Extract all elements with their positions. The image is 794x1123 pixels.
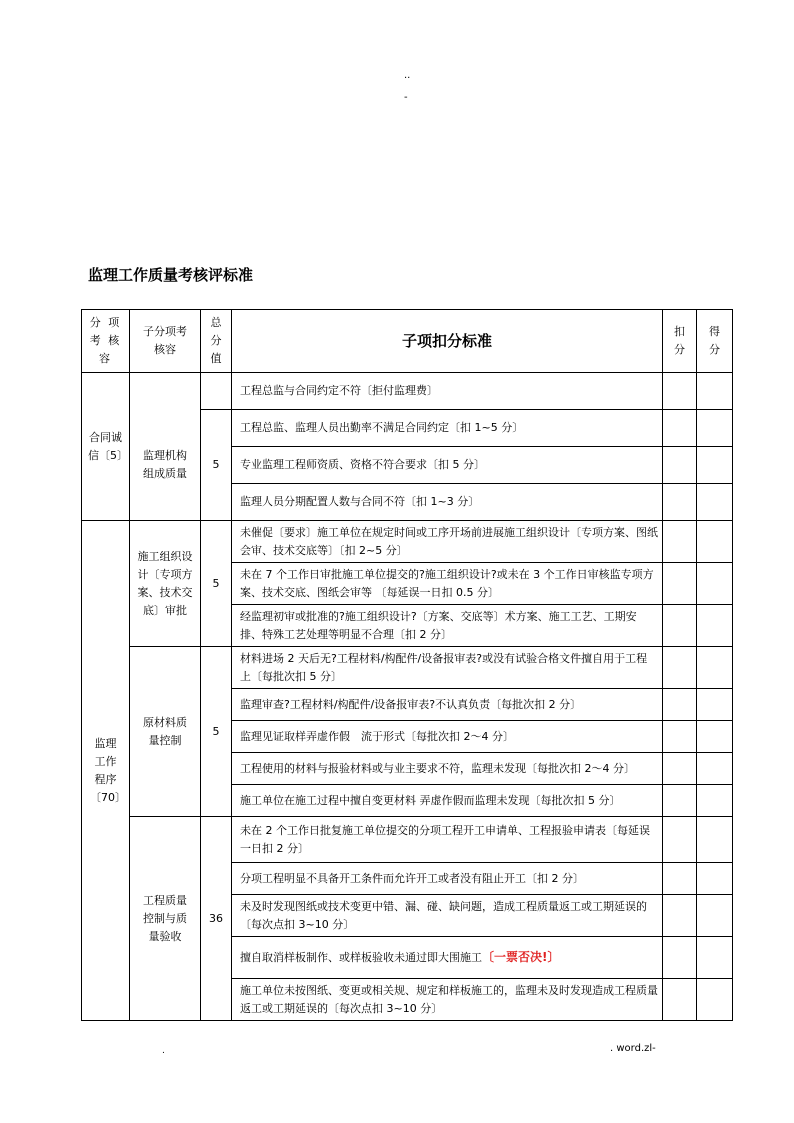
standard-item: 工程总监、监理人员出勤率不满足合同约定〔扣 1~5 分〕 bbox=[232, 410, 663, 447]
total-empty bbox=[201, 373, 232, 410]
category-contract: 合同诚信〔5〕 bbox=[82, 373, 130, 521]
deduct-cell[interactable] bbox=[663, 937, 697, 979]
header-total: 总分值 bbox=[201, 310, 232, 373]
standard-item: 施工单位在施工过程中擅自变更材料 弄虚作假而监理未发现〔每批次扣 5 分〕 bbox=[232, 785, 663, 817]
score-cell[interactable] bbox=[697, 447, 733, 484]
score-cell[interactable] bbox=[697, 817, 733, 863]
deduct-cell[interactable] bbox=[663, 447, 697, 484]
deduct-cell[interactable] bbox=[663, 817, 697, 863]
standard-item: 分项工程明显不具备开工条件而允许开工或者没有阻止开工〔扣 2 分〕 bbox=[232, 863, 663, 895]
score-cell[interactable] bbox=[697, 863, 733, 895]
standard-item: 专业监理工程师资质、资格不符合要求〔扣 5 分〕 bbox=[232, 447, 663, 484]
score-cell[interactable] bbox=[697, 689, 733, 721]
deduct-cell[interactable] bbox=[663, 484, 697, 521]
deduct-cell[interactable] bbox=[663, 753, 697, 785]
document-title: 监理工作质量考核评标准 bbox=[88, 266, 254, 284]
standard-item: 未及时发现图纸或技术变更中错、漏、碰、缺问题，造成工程质量返工或工期延误的〔每次点扣 3~10 分〕 bbox=[232, 895, 663, 937]
standard-item: 工程总监与合同约定不符〔拒付监理费〕 bbox=[232, 373, 663, 410]
score-cell[interactable] bbox=[697, 753, 733, 785]
table-header-row bbox=[82, 310, 733, 373]
footer-left: . bbox=[162, 1046, 165, 1056]
total-org-design: 5 bbox=[201, 521, 232, 647]
deduct-cell[interactable] bbox=[663, 373, 697, 410]
deduct-cell[interactable] bbox=[663, 521, 697, 563]
total-org-quality: 5 bbox=[201, 410, 232, 521]
deduct-cell[interactable] bbox=[663, 410, 697, 447]
veto-label: 〔一票否决!〕 bbox=[482, 950, 560, 964]
score-cell[interactable] bbox=[697, 785, 733, 817]
header-sub: 子分项考核容 bbox=[130, 310, 201, 373]
standard-item: 未在 7 个工作日审批施工单位提交的?施工组织设计?或未在 3 个工作日审核监专项方案、技术交底、图纸会审等 〔每延误一日扣 0.5 分〕 bbox=[232, 563, 663, 605]
deduct-cell[interactable] bbox=[663, 785, 697, 817]
veto-item-text: 擅自取消样板制作、或样板验收未通过即大围施工 bbox=[240, 951, 482, 964]
standard-item: 监理人员分期配置人数与合同不符〔扣 1~3 分〕 bbox=[232, 484, 663, 521]
deduct-cell[interactable] bbox=[663, 647, 697, 689]
score-cell[interactable] bbox=[697, 484, 733, 521]
sub-org-quality: 监理机构组成质量 bbox=[130, 410, 201, 521]
sub-quality-control: 工程质量控制与质量验收 bbox=[130, 817, 201, 1021]
score-cell[interactable] bbox=[697, 605, 733, 647]
deduct-cell[interactable] bbox=[663, 863, 697, 895]
table-row bbox=[82, 521, 733, 563]
deduct-cell[interactable] bbox=[663, 979, 697, 1021]
total-quality-control: 36 bbox=[201, 817, 232, 1021]
sub-material: 原材料质量控制 bbox=[130, 647, 201, 817]
deduct-cell[interactable] bbox=[663, 689, 697, 721]
assessment-table bbox=[81, 309, 733, 1021]
header-dots: .. bbox=[404, 70, 411, 81]
total-material: 5 bbox=[201, 647, 232, 817]
standard-item: 施工单位未按图纸、变更或相关规、规定和样板施工的，监理未及时发现造成工程质量返工或工期延误的〔每次点扣 3~10 分〕 bbox=[232, 979, 663, 1021]
table-row bbox=[82, 410, 733, 447]
deduct-cell[interactable] bbox=[663, 895, 697, 937]
score-cell[interactable] bbox=[697, 373, 733, 410]
standard-item: 材料进场 2 天后无?工程材料/构配件/设备报审表?或没有试验合格文件擅自用于工程上〔每批次扣 5 分〕 bbox=[232, 647, 663, 689]
sub-empty bbox=[130, 373, 201, 410]
score-cell[interactable] bbox=[697, 521, 733, 563]
deduct-cell[interactable] bbox=[663, 605, 697, 647]
category-procedure: 监理工作程序〔70〕 bbox=[82, 521, 130, 1021]
score-cell[interactable] bbox=[697, 979, 733, 1021]
header-score: 得分 bbox=[697, 310, 733, 373]
score-cell[interactable] bbox=[697, 563, 733, 605]
score-cell[interactable] bbox=[697, 937, 733, 979]
standard-item-veto bbox=[232, 937, 663, 979]
header-standard: 子项扣分标准 bbox=[232, 310, 663, 373]
header-category: 分 项 考 核 容 bbox=[82, 310, 130, 373]
standard-item: 未催促〔要求〕施工单位在规定时间或工序开场前进展施工组织设计〔专项方案、图纸会审、技术交底等〕〔扣 2~5 分〕 bbox=[232, 521, 663, 563]
score-cell[interactable] bbox=[697, 721, 733, 753]
sub-org-design: 施工组织设计〔专项方案、技术交底〕审批 bbox=[130, 521, 201, 647]
footer-right: . word.zl- bbox=[610, 1043, 656, 1054]
deduct-cell[interactable] bbox=[663, 721, 697, 753]
standard-item: 监理审查?工程材料/构配件/设备报审表?不认真负责〔每批次扣 2 分〕 bbox=[232, 689, 663, 721]
standard-item: 经监理初审或批准的?施工组织设计?〔方案、交底等〕术方案、施工工艺、工期安排、特殊工艺处理等明显不合理〔扣 2 分〕 bbox=[232, 605, 663, 647]
table-row bbox=[82, 373, 733, 410]
standard-item: 未在 2 个工作日批复施工单位提交的分项工程开工申请单、工程报验申请表〔每延误一日扣 2 分〕 bbox=[232, 817, 663, 863]
header-deduct: 扣分 bbox=[663, 310, 697, 373]
deduct-cell[interactable] bbox=[663, 563, 697, 605]
header-dash: - bbox=[404, 92, 408, 103]
score-cell[interactable] bbox=[697, 895, 733, 937]
standard-item: 监理见证取样弄虚作假 流于形式〔每批次扣 2～4 分〕 bbox=[232, 721, 663, 753]
score-cell[interactable] bbox=[697, 410, 733, 447]
score-cell[interactable] bbox=[697, 647, 733, 689]
table-row bbox=[82, 647, 733, 689]
table-row bbox=[82, 817, 733, 863]
standard-item: 工程使用的材料与报验材料或与业主要求不符，监理未发现〔每批次扣 2～4 分〕 bbox=[232, 753, 663, 785]
